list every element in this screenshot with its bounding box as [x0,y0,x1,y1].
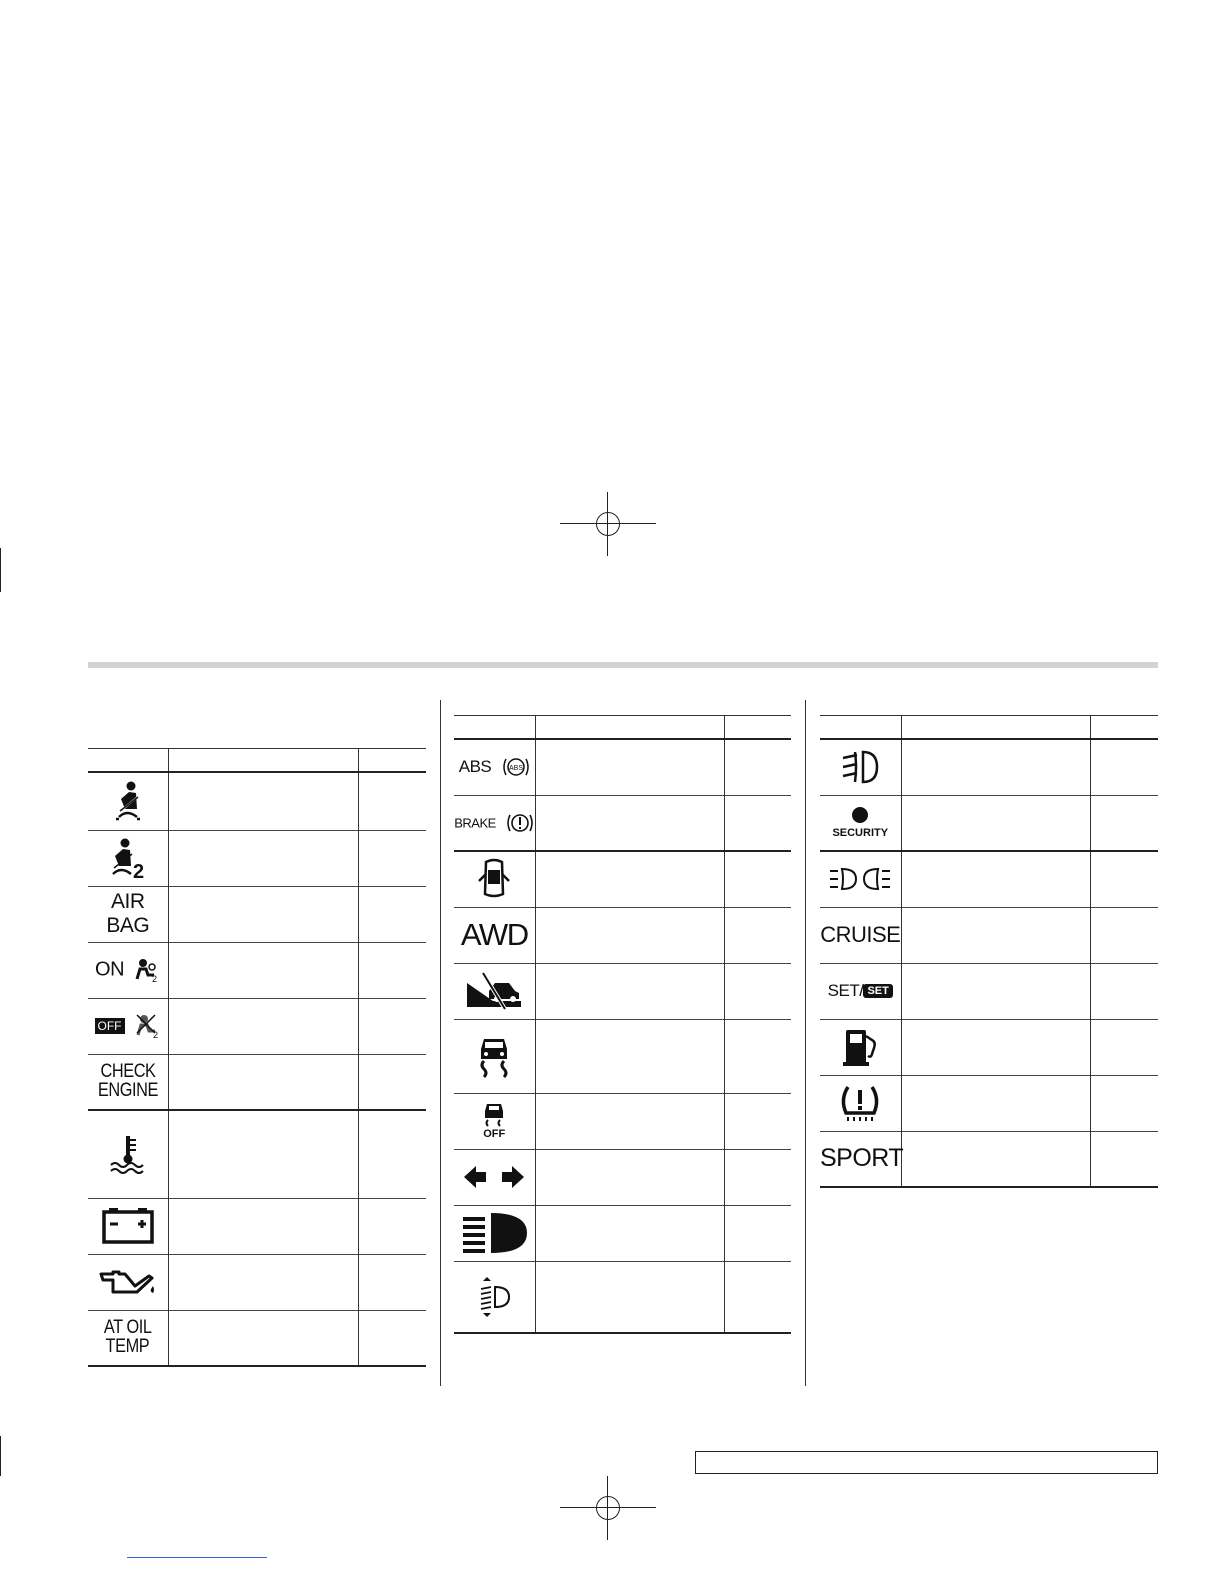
table-row [88,830,426,886]
table-header [820,716,1158,740]
passenger-airbag-off-icon: OFF 2 [95,1017,161,1034]
brake-warning-icon: BRAKE [454,814,534,831]
table-row [820,739,1158,795]
table-row [88,1054,426,1110]
table-row [820,1131,1158,1187]
table-row [820,1075,1158,1131]
table-row [820,1019,1158,1075]
table-header [454,716,791,740]
table-row [820,795,1158,851]
table-row [820,851,1158,907]
passenger-airbag-on-icon: ON 2 [95,958,158,983]
table-row [88,1198,426,1254]
check-engine-text-icon: CHECK ENGINE [97,1060,158,1101]
table-row [88,772,426,830]
indicator-table-2 [454,715,791,1334]
table-row [88,1254,426,1310]
door-open-icon [476,870,512,887]
seatbelt-rear-2-icon [103,849,153,880]
headlight-leveling-icon [477,1288,511,1305]
cruise-set-icon: SET/ SET [828,982,893,999]
table-row [88,942,426,998]
crop-mark-left-bottom [0,1436,1,1476]
indicator-table-1 [88,748,426,1367]
registration-mark-top [560,492,656,556]
front-fog-light-icon [839,758,881,775]
high-beam-icon [461,1224,527,1241]
table-row [88,1310,426,1366]
table-row [454,1093,791,1149]
registration-mark-bottom [560,1476,656,1540]
table-row [88,998,426,1054]
cruise-text-icon: CRUISE [820,922,901,947]
footer-box [695,1451,1158,1474]
tire-pressure-icon [838,1094,882,1111]
stability-control-icon [474,1047,514,1064]
svg-text:2: 2 [152,974,158,983]
at-oil-temp-text-icon: AT OIL TEMP [103,1316,152,1357]
table-row [454,1019,791,1093]
crop-mark-left-top [0,548,1,592]
stability-control-off-icon: OFF [481,1100,507,1139]
security-indicator-icon: SECURITY [832,805,888,840]
table-row [454,963,791,1019]
table-row [88,1110,426,1198]
table-row [820,907,1158,963]
indicator-table-3 [820,715,1158,1188]
turn-signal-icon [462,1168,526,1185]
low-fuel-icon [840,1038,880,1055]
table-row [454,1205,791,1261]
table-row [454,795,791,851]
svg-text:2: 2 [152,1030,158,1039]
abs-warning-icon: ABS ABS [459,758,530,775]
table-row [820,963,1158,1019]
column-divider-2 [805,700,806,1386]
column-divider-1 [440,700,441,1386]
airbag-text-icon: AIR BAG [106,890,150,937]
table-row [454,907,791,963]
battery-charge-icon [100,1217,156,1234]
svg-text:2: 2 [132,861,144,880]
parking-lights-icon [828,870,892,887]
coolant-temperature-icon [107,1145,149,1162]
table-row [454,739,791,795]
table-row [454,1149,791,1205]
table-row [454,1261,791,1333]
sport-mode-text-icon: SPORT [820,1144,904,1173]
oil-pressure-icon [97,1273,159,1290]
table-header [88,749,426,773]
seatbelt-icon [106,792,150,809]
table-row [88,886,426,942]
section-header-rule [88,662,1158,668]
bottom-link-underline[interactable] [127,1557,267,1558]
awd-text-icon: AWD [460,917,528,952]
svg-text:ABS: ABS [508,765,523,773]
table-row [454,851,791,907]
hill-descent-off-icon [463,982,525,999]
